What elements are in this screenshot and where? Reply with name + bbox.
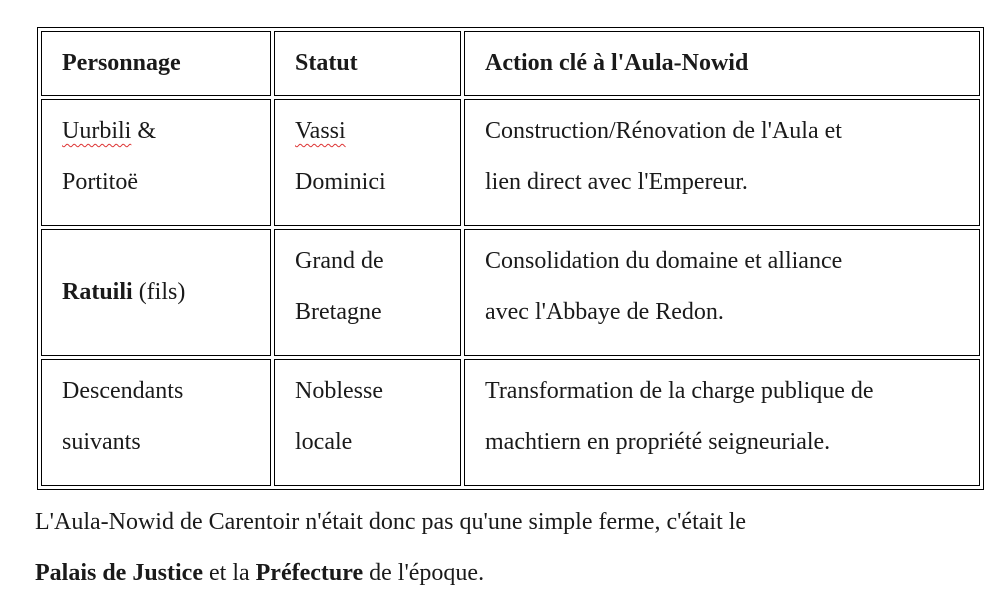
personnage-name-2: Portitoë	[62, 169, 138, 195]
paragraph-bold-1: Palais de Justice	[35, 560, 203, 586]
statut-line-2: locale	[295, 429, 353, 455]
table-header-row	[41, 31, 980, 96]
statut-line-1: Noblesse	[295, 378, 383, 404]
statut-line-2: Bretagne	[295, 299, 382, 325]
personnage-name: Descendants	[62, 378, 184, 404]
action-line-1: Consolidation du domaine et alliance	[485, 248, 843, 274]
cell-statut	[274, 229, 461, 356]
action-line-2: machtiern en propriété seigneuriale.	[485, 429, 831, 455]
statut-line-2: Dominici	[295, 169, 386, 195]
summary-table	[37, 27, 984, 490]
table-row	[41, 99, 980, 226]
personnage-name-2: suivants	[62, 429, 141, 455]
statut-line-1: Grand de	[295, 248, 384, 274]
cell-statut	[274, 99, 461, 226]
personnage-name: Uurbili	[62, 118, 132, 144]
paragraph-text-1: L'Aula-Nowid de Carentoir n'était donc pas qu'une simple ferme, c'était le	[35, 509, 747, 535]
personnage-suffix: (fils)	[132, 279, 186, 305]
paragraph-text-3: de l'époque.	[363, 560, 485, 586]
header-personnage: Personnage	[41, 31, 271, 96]
personnage-name: Ratuili	[62, 279, 133, 305]
cell-action	[464, 99, 980, 226]
cell-personnage	[41, 229, 271, 356]
action-line-1: Construction/Rénovation de l'Aula et	[485, 118, 842, 144]
action-line-2: avec l'Abbaye de Redon.	[485, 299, 724, 325]
cell-action	[464, 359, 980, 486]
header-statut: Statut	[274, 31, 461, 96]
personnage-ampersand: &	[131, 118, 156, 144]
statut-line-1: Vassi	[295, 118, 346, 144]
header-action: Action clé à l'Aula-Nowid	[464, 31, 980, 96]
body-paragraph	[35, 497, 965, 599]
table-row	[41, 359, 980, 486]
table-row	[41, 229, 980, 356]
action-line-2: lien direct avec l'Empereur.	[485, 169, 748, 195]
paragraph-text-2: et la	[203, 560, 256, 586]
action-line-1: Transformation de la charge publique de	[485, 378, 874, 404]
cell-action	[464, 229, 980, 356]
cell-personnage	[41, 99, 271, 226]
paragraph-bold-2: Préfecture	[255, 560, 364, 586]
cell-statut	[274, 359, 461, 486]
cell-personnage	[41, 359, 271, 486]
